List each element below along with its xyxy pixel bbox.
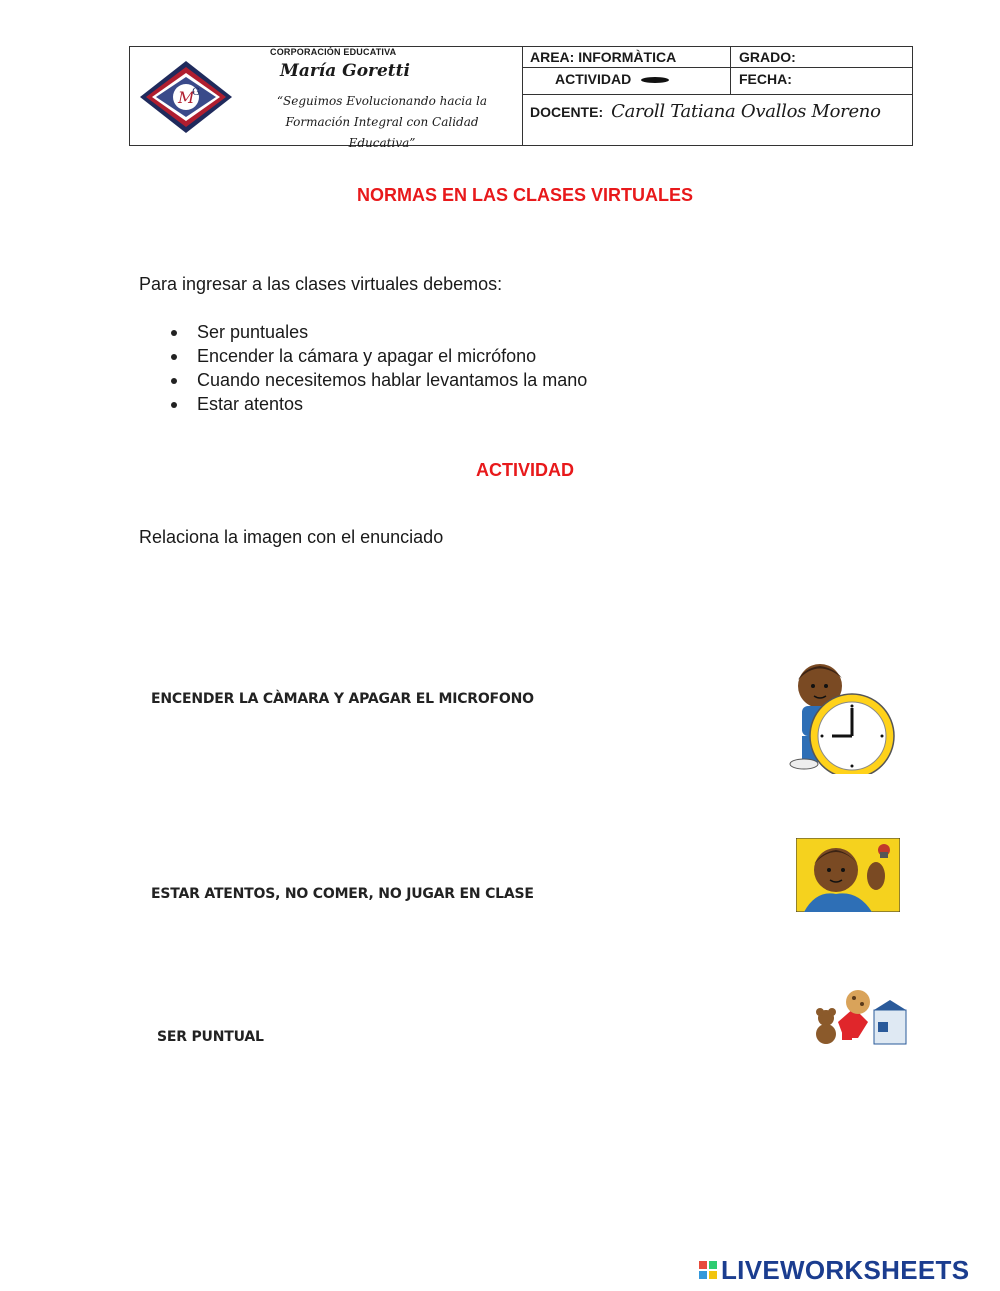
boy-raising-hand-image[interactable] <box>796 838 900 912</box>
school-motto: “Seguimos Evolucionando hacia la Formación Integral con Calidad Educativa” <box>276 94 488 150</box>
activity-title: ACTIVIDAD <box>476 460 574 480</box>
liveworksheets-logo-icon <box>698 1260 718 1280</box>
list-item: Cuando necesitemos hablar levantamos la mano <box>139 368 587 392</box>
statement-camera[interactable]: ENCENDER LA CÀMARA Y APAGAR EL MICROFONO <box>151 691 534 707</box>
svg-text:G: G <box>192 87 200 98</box>
toys-and-snacks-image[interactable] <box>812 988 908 1046</box>
fecha-cell: FECHA: <box>731 68 912 95</box>
docente-label: DOCENTE: <box>530 104 604 120</box>
school-logo-cell <box>130 47 523 150</box>
statement-punctual[interactable]: SER PUNTUAL <box>157 1029 264 1045</box>
list-item: Estar atentos <box>139 392 587 416</box>
rules-list <box>139 320 587 416</box>
instruction-text: Relaciona la imagen con el enunciado <box>139 527 444 547</box>
liveworksheets-brand <box>698 1255 969 1285</box>
page-title: NORMAS EN LAS CLASES VIRTUALES <box>356 185 694 205</box>
school-name: María Goretti <box>280 61 410 81</box>
bullet-icon <box>171 402 177 408</box>
actividad-blank-field[interactable] <box>641 77 669 83</box>
svg-text:M: M <box>178 88 195 107</box>
grado-cell: GRADO: <box>731 47 912 68</box>
intro-text: Para ingresar a las clases virtuales debemos: <box>139 274 503 294</box>
header-table <box>129 46 913 150</box>
bullet-icon <box>171 330 177 336</box>
liveworksheets-text: LIVEWORKSHEETS <box>721 1254 970 1285</box>
school-logo-icon <box>140 59 240 135</box>
actividad-label: ACTIVIDAD <box>555 71 632 87</box>
boy-with-clock-image[interactable] <box>788 660 898 774</box>
actividad-cell <box>522 68 731 95</box>
list-item: Ser puntuales <box>139 320 587 344</box>
docente-cell <box>522 95 912 145</box>
statement-attentive[interactable]: ESTAR ATENTOS, NO COMER, NO JUGAR EN CLASE <box>151 886 534 902</box>
institution-type: CORPORACIÓN EDUCATIVA <box>270 47 397 57</box>
docente-name: Caroll Tatiana Ovallos Moreno <box>611 101 881 122</box>
bullet-icon <box>171 354 177 360</box>
bullet-icon <box>171 378 177 384</box>
list-item: Encender la cámara y apagar el micrófono <box>139 344 587 368</box>
area-cell: AREA: INFORMÀTICA <box>522 47 731 68</box>
